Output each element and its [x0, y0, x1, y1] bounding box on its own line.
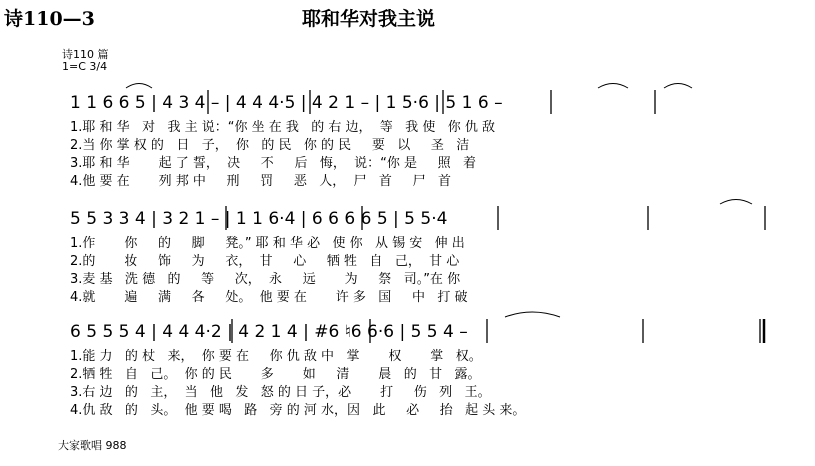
notes-line: 6 5 5 5 4 | 4 4 4·2 | 4 2 1 4 | #6 ♮6 6·6 | 5 5 4 –	[70, 322, 468, 342]
lyric-verse-4: 4.就 遍 满 各 处。 他 要 在 许 多 国 中 打 破	[70, 290, 468, 305]
song-title: 耶和华对我主说	[302, 8, 436, 30]
lyric-verse-2: 2.的 妆 饰 为 衣， 甘 心 牺 牲 自 己， 甘 心	[70, 254, 460, 269]
lyric-verse-2: 2.牺 牲 自 己。 你 的 民 多 如 清 晨 的 甘 露。	[70, 367, 481, 382]
source-footer: 大家歌唱 988	[58, 439, 127, 452]
system-2	[70, 200, 765, 306]
lyric-verse-1: 1.作 你 的 脚 凳。” 耶 和 华 必 使 你 从 锡 安 伸 出	[70, 236, 465, 251]
slurs	[126, 84, 692, 89]
song-code: 诗110—3	[4, 8, 95, 30]
lyric-verse-4: 4.他 要 在 列 邦 中 刑 罚 恶 人， 尸 首 尸 首	[70, 174, 451, 189]
lyric-verse-1: 1.耶 和 华 对 我 主 说：“你 坐 在 我 的 右 边， 等 我 使 你 仇 敌	[70, 120, 495, 135]
lyric-verse-3: 3.耶 和 华 起 了 誓， 决 不 后 悔， 说：“你 是 照 着	[70, 156, 477, 171]
key-signature: 1=C 3/4	[62, 60, 108, 73]
system-1	[70, 84, 692, 190]
lyric-verse-3: 3.麦 基 洗 德 的 等 次， 永 远 为 祭 司。”在 你	[70, 272, 461, 287]
lyric-verse-3: 3.右 边 的 主， 当 他 发 怒 的 日 子，必 打 伤 列 王。	[70, 385, 491, 400]
slurs	[505, 312, 560, 317]
notes-line: 1 1 6 6 5 | 4 3 4 – | 4 4 4·5 | 4 2 1 – | 1 5·6 | 5 1 6 –	[70, 93, 503, 113]
slurs	[720, 200, 752, 205]
lyric-verse-1: 1.能 力 的 杖 来， 你 要 在 你 仇 敌 中 掌 权 掌 权。	[70, 349, 482, 364]
psalm-reference: 诗110 篇	[62, 48, 109, 61]
lyric-verse-4: 4.仇 敌 的 头。 他 要 喝 路 旁 的 河 水，因 此 必 抬 起 头 来。	[70, 403, 526, 418]
system-3	[70, 312, 764, 418]
lyric-verse-2: 2.当 你 掌 权 的 日 子， 你 的 民 你 的 民 要 以 圣 洁	[70, 138, 470, 153]
notes-line: 5 5 3 3 4 | 3 2 1 – | 1 1 6·4 | 6 6 6 6 5 | 5 5·4	[70, 209, 448, 229]
